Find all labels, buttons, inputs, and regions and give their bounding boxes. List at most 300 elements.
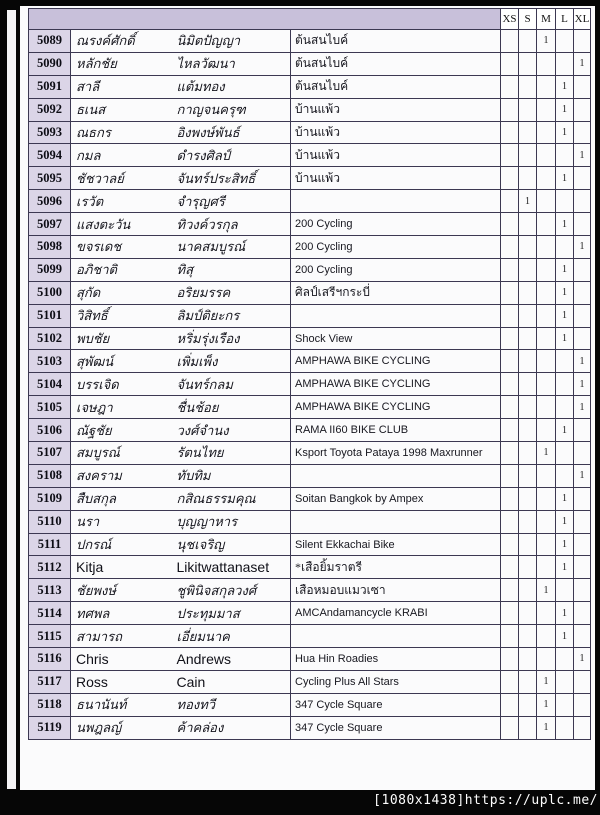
table-row <box>29 510 591 533</box>
last-name-cell: อริยมรรค <box>175 281 291 304</box>
size-cell-xl <box>574 258 591 281</box>
size-cell-xs <box>501 419 519 442</box>
first-name-cell: สมบูรณ์ <box>71 442 175 465</box>
team-cell: RAMA II60 BIKE CLUB <box>291 419 501 442</box>
table-row <box>29 693 591 716</box>
size-cell-m <box>537 213 556 236</box>
last-name-cell: กาญจนครุฑ <box>175 98 291 121</box>
size-cell-l: 1 <box>556 327 574 350</box>
last-name-cell: วงศ์จำนง <box>175 419 291 442</box>
size-cell-s: 1 <box>519 190 537 213</box>
size-column-header-xs: XS <box>501 9 519 30</box>
row-id-cell: 5097 <box>29 213 71 236</box>
size-cell-s <box>519 121 537 144</box>
table-row <box>29 190 591 213</box>
first-name-cell: ชัชวาลย์ <box>71 167 175 190</box>
table-row <box>29 327 591 350</box>
size-column-header-m: M <box>537 9 556 30</box>
row-id-cell: 5104 <box>29 373 71 396</box>
size-cell-m <box>537 281 556 304</box>
size-cell-xl <box>574 327 591 350</box>
team-cell: *เสือยิ้มราตรี <box>291 556 501 579</box>
size-cell-xl <box>574 670 591 693</box>
table-row <box>29 75 591 98</box>
size-cell-m: 1 <box>537 30 556 53</box>
row-id-cell: 5116 <box>29 648 71 671</box>
size-cell-l: 1 <box>556 121 574 144</box>
table-row <box>29 281 591 304</box>
row-id-cell: 5112 <box>29 556 71 579</box>
size-cell-xs <box>501 373 519 396</box>
team-cell: 200 Cycling <box>291 236 501 259</box>
last-name-cell: ไหลวัฒนา <box>175 52 291 75</box>
team-cell: Silent Ekkachai Bike <box>291 533 501 556</box>
last-name-cell: รัตนไทย <box>175 442 291 465</box>
size-cell-l: 1 <box>556 533 574 556</box>
row-id-cell: 5108 <box>29 464 71 487</box>
row-id-cell: 5090 <box>29 52 71 75</box>
size-cell-m: 1 <box>537 579 556 602</box>
size-cell-l <box>556 670 574 693</box>
size-cell-m <box>537 327 556 350</box>
size-cell-xl <box>574 510 591 533</box>
size-cell-m <box>537 648 556 671</box>
table-row <box>29 625 591 648</box>
size-cell-xs <box>501 190 519 213</box>
size-cell-l: 1 <box>556 167 574 190</box>
size-cell-xl <box>574 487 591 510</box>
table-row <box>29 258 591 281</box>
size-cell-m <box>537 167 556 190</box>
size-cell-m <box>537 510 556 533</box>
size-cell-l: 1 <box>556 625 574 648</box>
table-row <box>29 236 591 259</box>
first-name-cell: สามารถ <box>71 625 175 648</box>
size-cell-xl: 1 <box>574 464 591 487</box>
first-name-cell: Ross <box>71 670 175 693</box>
row-id-cell: 5106 <box>29 419 71 442</box>
table-row <box>29 304 591 327</box>
size-cell-xs <box>501 625 519 648</box>
size-cell-l <box>556 693 574 716</box>
first-name-cell: พบชัย <box>71 327 175 350</box>
size-cell-xs <box>501 52 519 75</box>
last-name-cell: จำรุญศรี <box>175 190 291 213</box>
size-cell-m <box>537 396 556 419</box>
size-column-header-l: L <box>556 9 574 30</box>
size-cell-xs <box>501 533 519 556</box>
size-cell-l: 1 <box>556 213 574 236</box>
size-cell-s <box>519 602 537 625</box>
table-row <box>29 442 591 465</box>
size-cell-xl <box>574 167 591 190</box>
last-name-cell: เอี่ยมนาค <box>175 625 291 648</box>
first-name-cell: สุพัฒน์ <box>71 350 175 373</box>
table-row <box>29 556 591 579</box>
first-name-cell: นรา <box>71 510 175 533</box>
team-cell: 200 Cycling <box>291 213 501 236</box>
size-cell-xs <box>501 236 519 259</box>
size-cell-xs <box>501 144 519 167</box>
row-id-cell: 5109 <box>29 487 71 510</box>
size-cell-xl <box>574 213 591 236</box>
size-cell-xs <box>501 602 519 625</box>
size-cell-l <box>556 52 574 75</box>
size-cell-l <box>556 190 574 213</box>
first-name-cell: เรวัต <box>71 190 175 213</box>
team-cell: Soitan Bangkok by Ampex <box>291 487 501 510</box>
team-cell: Shock View <box>291 327 501 350</box>
size-cell-m <box>537 75 556 98</box>
size-cell-l <box>556 464 574 487</box>
size-cell-xl <box>574 442 591 465</box>
size-cell-xl: 1 <box>574 350 591 373</box>
size-cell-m <box>537 258 556 281</box>
row-id-cell: 5093 <box>29 121 71 144</box>
size-cell-l <box>556 350 574 373</box>
row-id-cell: 5091 <box>29 75 71 98</box>
team-cell <box>291 190 501 213</box>
size-cell-xl <box>574 419 591 442</box>
last-name-cell: นุชเจริญ <box>175 533 291 556</box>
size-cell-m <box>537 487 556 510</box>
size-cell-s <box>519 98 537 121</box>
size-cell-m <box>537 556 556 579</box>
header-spacer <box>29 9 501 30</box>
team-cell: บ้านแพ้ว <box>291 167 501 190</box>
size-cell-s <box>519 487 537 510</box>
size-cell-l <box>556 396 574 419</box>
first-name-cell: นพฎลญ์ <box>71 716 175 739</box>
size-cell-m <box>537 464 556 487</box>
table-row <box>29 144 591 167</box>
team-cell: บ้านแพ้ว <box>291 121 501 144</box>
size-cell-m <box>537 52 556 75</box>
last-name-cell: จันทร์กลม <box>175 373 291 396</box>
size-cell-l <box>556 373 574 396</box>
size-cell-xs <box>501 167 519 190</box>
last-name-cell: เพิ่มเพ็ง <box>175 350 291 373</box>
row-id-cell: 5099 <box>29 258 71 281</box>
size-cell-s <box>519 30 537 53</box>
row-id-cell: 5114 <box>29 602 71 625</box>
size-cell-m: 1 <box>537 716 556 739</box>
team-cell <box>291 625 501 648</box>
size-cell-xl <box>574 693 591 716</box>
first-name-cell: ณรงค์ศักดิ์ <box>71 30 175 53</box>
last-name-cell: ทองทวี <box>175 693 291 716</box>
last-name-cell: Likitwattanaset <box>175 556 291 579</box>
size-cell-s <box>519 648 537 671</box>
table-row <box>29 213 591 236</box>
size-cell-s <box>519 670 537 693</box>
team-cell: บ้านแพ้ว <box>291 98 501 121</box>
table-body <box>29 30 591 740</box>
table-row <box>29 670 591 693</box>
size-cell-l <box>556 30 574 53</box>
row-id-cell: 5102 <box>29 327 71 350</box>
team-cell: 200 Cycling <box>291 258 501 281</box>
size-cell-xl <box>574 75 591 98</box>
table-row <box>29 52 591 75</box>
size-cell-m <box>537 602 556 625</box>
team-cell: Cycling Plus All Stars <box>291 670 501 693</box>
size-cell-xs <box>501 716 519 739</box>
size-cell-xl <box>574 121 591 144</box>
size-cell-l <box>556 236 574 259</box>
first-name-cell: ณัฐชัย <box>71 419 175 442</box>
size-cell-m <box>537 419 556 442</box>
size-cell-xl <box>574 556 591 579</box>
first-name-cell: ทศพล <box>71 602 175 625</box>
size-cell-xs <box>501 213 519 236</box>
team-cell: ศิลป์เสรีฯกระบี่ <box>291 281 501 304</box>
size-cell-l <box>556 716 574 739</box>
size-cell-s <box>519 396 537 419</box>
first-name-cell: ปกรณ์ <box>71 533 175 556</box>
size-cell-m: 1 <box>537 670 556 693</box>
table-row <box>29 121 591 144</box>
table-row <box>29 533 591 556</box>
size-cell-xs <box>501 396 519 419</box>
size-cell-xs <box>501 327 519 350</box>
first-name-cell: หลักชัย <box>71 52 175 75</box>
size-cell-xl: 1 <box>574 396 591 419</box>
size-cell-s <box>519 236 537 259</box>
last-name-cell: อิงพงษ์พันธ์ <box>175 121 291 144</box>
size-cell-s <box>519 304 537 327</box>
size-cell-xl <box>574 579 591 602</box>
first-name-cell: ธนานันท์ <box>71 693 175 716</box>
size-cell-m <box>537 121 556 144</box>
size-cell-xs <box>501 693 519 716</box>
size-cell-xl <box>574 602 591 625</box>
size-cell-l: 1 <box>556 98 574 121</box>
size-cell-xs <box>501 98 519 121</box>
size-cell-xl: 1 <box>574 52 591 75</box>
size-cell-l <box>556 144 574 167</box>
size-cell-l <box>556 648 574 671</box>
first-name-cell: กมล <box>71 144 175 167</box>
size-cell-xs <box>501 121 519 144</box>
size-cell-m <box>537 350 556 373</box>
size-cell-m: 1 <box>537 693 556 716</box>
size-cell-s <box>519 556 537 579</box>
team-cell <box>291 464 501 487</box>
size-cell-s <box>519 625 537 648</box>
first-name-cell: บรรเจิด <box>71 373 175 396</box>
size-cell-l: 1 <box>556 304 574 327</box>
size-cell-s <box>519 327 537 350</box>
size-cell-s <box>519 419 537 442</box>
size-column-header-xl: XL <box>574 9 591 30</box>
table-row <box>29 648 591 671</box>
size-cell-m <box>537 625 556 648</box>
size-cell-xs <box>501 510 519 533</box>
size-cell-xs <box>501 579 519 602</box>
last-name-cell: ทิวงค์วรกุล <box>175 213 291 236</box>
size-cell-s <box>519 533 537 556</box>
last-name-cell: Cain <box>175 670 291 693</box>
row-id-cell: 5095 <box>29 167 71 190</box>
last-name-cell: นาคสมบูรณ์ <box>175 236 291 259</box>
table-row <box>29 602 591 625</box>
size-cell-l: 1 <box>556 281 574 304</box>
size-cell-xs <box>501 670 519 693</box>
size-cell-xl: 1 <box>574 236 591 259</box>
last-name-cell: หริ่มรุ่งเรือง <box>175 327 291 350</box>
row-id-cell: 5096 <box>29 190 71 213</box>
team-cell: AMPHAWA BIKE CYCLING <box>291 350 501 373</box>
size-cell-xs <box>501 648 519 671</box>
first-name-cell: ขจรเดช <box>71 236 175 259</box>
team-cell: เสือหมอบแมวเซา <box>291 579 501 602</box>
size-cell-xl: 1 <box>574 144 591 167</box>
table-row <box>29 30 591 53</box>
size-cell-s <box>519 213 537 236</box>
last-name-cell: ทิสุ <box>175 258 291 281</box>
table-row <box>29 716 591 739</box>
size-cell-m <box>537 190 556 213</box>
size-cell-m <box>537 533 556 556</box>
team-cell: AMPHAWA BIKE CYCLING <box>291 396 501 419</box>
size-cell-s <box>519 464 537 487</box>
size-cell-m <box>537 373 556 396</box>
size-cell-xs <box>501 304 519 327</box>
size-cell-s <box>519 281 537 304</box>
size-cell-l: 1 <box>556 510 574 533</box>
team-cell: ต้นสนไบค์ <box>291 75 501 98</box>
last-name-cell: แต้มทอง <box>175 75 291 98</box>
size-cell-m <box>537 98 556 121</box>
size-cell-s <box>519 716 537 739</box>
table-row <box>29 487 591 510</box>
first-name-cell: เจษฎา <box>71 396 175 419</box>
page-edge-strip <box>7 10 16 789</box>
last-name-cell: ทับทิม <box>175 464 291 487</box>
team-cell <box>291 304 501 327</box>
size-cell-s <box>519 373 537 396</box>
size-cell-xl <box>574 533 591 556</box>
size-cell-xl <box>574 304 591 327</box>
row-id-cell: 5101 <box>29 304 71 327</box>
size-cell-l: 1 <box>556 556 574 579</box>
size-cell-s <box>519 350 537 373</box>
row-id-cell: 5117 <box>29 670 71 693</box>
size-cell-m <box>537 236 556 259</box>
first-name-cell: Kitja <box>71 556 175 579</box>
size-cell-xl <box>574 30 591 53</box>
size-cell-l: 1 <box>556 419 574 442</box>
size-cell-xl <box>574 625 591 648</box>
size-cell-xs <box>501 442 519 465</box>
size-cell-s <box>519 52 537 75</box>
first-name-cell: อภิชาติ <box>71 258 175 281</box>
size-cell-s <box>519 442 537 465</box>
row-id-cell: 5118 <box>29 693 71 716</box>
table-row <box>29 396 591 419</box>
team-cell: AMCAndamancycle KRABI <box>291 602 501 625</box>
row-id-cell: 5105 <box>29 396 71 419</box>
size-cell-l <box>556 579 574 602</box>
row-id-cell: 5107 <box>29 442 71 465</box>
size-cell-l <box>556 442 574 465</box>
size-cell-m <box>537 144 556 167</box>
last-name-cell: ค้าคล่อง <box>175 716 291 739</box>
team-cell: ต้นสนไบค์ <box>291 52 501 75</box>
table-row <box>29 373 591 396</box>
last-name-cell: กสิณธรรมคุณ <box>175 487 291 510</box>
first-name-cell: สงคราม <box>71 464 175 487</box>
row-id-cell: 5119 <box>29 716 71 739</box>
table-row <box>29 464 591 487</box>
team-cell: AMPHAWA BIKE CYCLING <box>291 373 501 396</box>
team-cell: Hua Hin Roadies <box>291 648 501 671</box>
size-cell-xs <box>501 281 519 304</box>
team-cell: 347 Cycle Square <box>291 716 501 739</box>
row-id-cell: 5115 <box>29 625 71 648</box>
table-row <box>29 167 591 190</box>
size-cell-s <box>519 167 537 190</box>
watermark-text: [1080x1438]https://uplc.me/ <box>373 793 598 808</box>
size-cell-s <box>519 258 537 281</box>
row-id-cell: 5092 <box>29 98 71 121</box>
last-name-cell: นิมิตปัญญา <box>175 30 291 53</box>
size-cell-s <box>519 579 537 602</box>
row-id-cell: 5113 <box>29 579 71 602</box>
last-name-cell: ประทุมมาส <box>175 602 291 625</box>
last-name-cell: บุญญาหาร <box>175 510 291 533</box>
team-cell: บ้านแพ้ว <box>291 144 501 167</box>
last-name-cell: ดำรงศิลป์ <box>175 144 291 167</box>
registration-table <box>28 8 591 740</box>
team-cell: 347 Cycle Square <box>291 693 501 716</box>
size-cell-xl: 1 <box>574 373 591 396</box>
size-cell-xl: 1 <box>574 648 591 671</box>
table-row <box>29 98 591 121</box>
size-cell-l: 1 <box>556 487 574 510</box>
row-id-cell: 5111 <box>29 533 71 556</box>
last-name-cell: จันทร์ประสิทธิ์ <box>175 167 291 190</box>
size-cell-l: 1 <box>556 602 574 625</box>
last-name-cell: ชื่นช้อย <box>175 396 291 419</box>
size-cell-xs <box>501 75 519 98</box>
first-name-cell: Chris <box>71 648 175 671</box>
row-id-cell: 5094 <box>29 144 71 167</box>
last-name-cell: Andrews <box>175 648 291 671</box>
size-cell-xs <box>501 464 519 487</box>
size-cell-xs <box>501 30 519 53</box>
first-name-cell: สุกัด <box>71 281 175 304</box>
first-name-cell: วิสิทธิ์ <box>71 304 175 327</box>
first-name-cell: ธเนส <box>71 98 175 121</box>
size-cell-s <box>519 693 537 716</box>
size-cell-xs <box>501 487 519 510</box>
row-id-cell: 5098 <box>29 236 71 259</box>
size-cell-xs <box>501 258 519 281</box>
first-name-cell: สืบสกุล <box>71 487 175 510</box>
table-row <box>29 419 591 442</box>
size-cell-l: 1 <box>556 75 574 98</box>
scanned-page <box>20 6 595 790</box>
size-cell-xs <box>501 350 519 373</box>
size-cell-s <box>519 144 537 167</box>
table-header-row <box>29 9 591 30</box>
row-id-cell: 5103 <box>29 350 71 373</box>
team-cell <box>291 510 501 533</box>
team-cell: ต้นสนไบค์ <box>291 30 501 53</box>
size-cell-s <box>519 75 537 98</box>
